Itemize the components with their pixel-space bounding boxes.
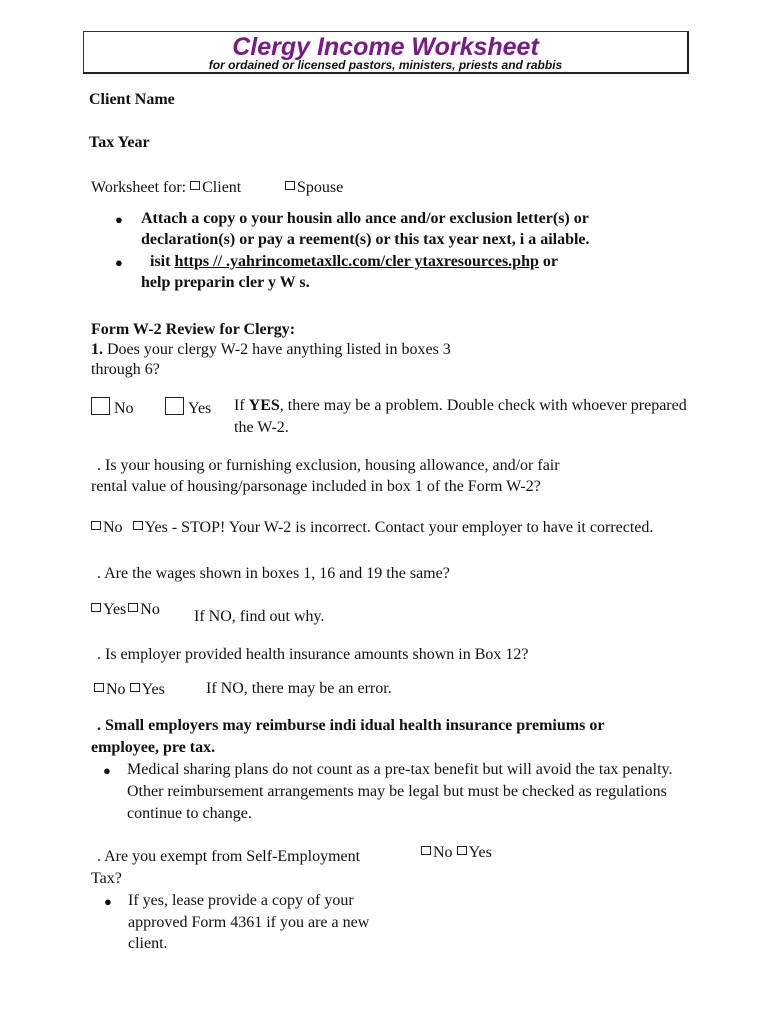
q3-line1: . Are the wages shown in boxes 1, 16 and 19 the same? bbox=[97, 565, 450, 582]
q6-bullet-line1: If yes, lease provide a copy of your bbox=[128, 892, 354, 909]
q6-yes-checkbox[interactable] bbox=[457, 846, 467, 855]
q1-no-option bbox=[91, 397, 134, 418]
q6-bullet-line3: client. bbox=[128, 935, 168, 952]
worksheet-for-row bbox=[91, 179, 241, 197]
q1-note-prefix: If bbox=[234, 397, 249, 414]
q4-yes-label: Yes bbox=[141, 681, 165, 698]
client-checkbox[interactable] bbox=[190, 181, 200, 190]
q4-note: If NO, there may be an error. bbox=[206, 680, 392, 697]
q3-yes-checkbox[interactable] bbox=[91, 603, 101, 612]
q2-no-checkbox[interactable] bbox=[91, 521, 101, 530]
q5-bullet-line2: Other reimbursement arrangements may be legal but must be checked as regulations bbox=[127, 783, 667, 800]
instruction-2-prefix: isit bbox=[150, 253, 175, 270]
q4-no-checkbox[interactable] bbox=[94, 683, 104, 692]
q2-no-label: No bbox=[103, 519, 123, 536]
q4-no-label: No bbox=[106, 681, 126, 698]
q3-no-label: No bbox=[140, 601, 160, 618]
spouse-option-label: Spouse bbox=[297, 179, 344, 196]
q1-note-line2: the W-2. bbox=[234, 419, 289, 436]
q1-text: Does your clergy W-2 have anything listed in boxes 3 bbox=[103, 341, 451, 358]
q1-note-line1 bbox=[234, 397, 687, 415]
spouse-option bbox=[285, 179, 343, 197]
q1-no-label: No bbox=[114, 400, 134, 417]
instruction-1-line2: declaration(s) or pay a reement(s) or this tax year next, i a ailable. bbox=[141, 231, 590, 248]
q6-options bbox=[421, 844, 492, 862]
q3-no-checkbox[interactable] bbox=[128, 603, 138, 612]
q5-line1: . Small employers may reimburse indi idual health insurance premiums or bbox=[97, 717, 605, 734]
q2-line1: . Is your housing or furnishing exclusion, housing allowance, and/or fair bbox=[97, 457, 560, 474]
bullet-icon: ● bbox=[115, 255, 123, 270]
q5-bullet-line1: Medical sharing plans do not count as a pre-tax benefit but will avoid the tax penalty. bbox=[127, 761, 673, 778]
bullet-icon: ● bbox=[115, 212, 123, 227]
q5-line2: employee, pre tax. bbox=[91, 739, 216, 756]
q1-no-checkbox[interactable] bbox=[91, 397, 110, 415]
q1-line2: through 6? bbox=[91, 361, 160, 378]
q6-yes-label: Yes bbox=[468, 844, 492, 861]
page-title: Clergy Income Worksheet bbox=[232, 33, 539, 61]
bullet-icon: ● bbox=[104, 894, 112, 909]
instruction-2-line1 bbox=[150, 253, 558, 271]
q3-options bbox=[91, 601, 160, 619]
q4-options bbox=[94, 681, 165, 699]
q1-note-bold: YES bbox=[248, 397, 280, 414]
tax-year-label: Tax Year bbox=[89, 134, 150, 151]
q1-number: 1. bbox=[91, 341, 103, 358]
q2-yes-checkbox[interactable] bbox=[133, 521, 143, 530]
instruction-2-line2: help preparin cler y W s. bbox=[141, 274, 310, 291]
q1-yes-label: Yes bbox=[188, 400, 212, 417]
w2-review-heading: Form W-2 Review for Clergy: bbox=[91, 321, 296, 338]
q6-no-checkbox[interactable] bbox=[421, 846, 431, 855]
instruction-1-line1: Attach a copy o your housin allo ance and/or exclusion letter(s) or bbox=[141, 210, 589, 227]
spouse-checkbox[interactable] bbox=[285, 181, 295, 190]
q3-note: If NO, find out why. bbox=[194, 608, 325, 625]
client-option-label: Client bbox=[202, 179, 242, 196]
q1-note-rest: , there may be a problem. Double check with whoever prepared bbox=[279, 397, 687, 414]
q2-line2: rental value of housing/parsonage included in box 1 of the Form W-2? bbox=[91, 478, 541, 495]
q6-no-label: No bbox=[433, 844, 453, 861]
q4-yes-checkbox[interactable] bbox=[130, 683, 140, 692]
worksheet-for-label: Worksheet for: bbox=[91, 179, 187, 196]
q2-options bbox=[91, 519, 653, 537]
q4-line1: . Is employer provided health insurance amounts shown in Box 12? bbox=[97, 646, 529, 663]
q2-yes-label: Yes - STOP! Your W-2 is incorrect. Contact your employer to have it corrected. bbox=[144, 519, 654, 536]
resources-link[interactable]: https // .yahrincometaxllc.com/cler ytaxresources.php bbox=[174, 253, 539, 270]
page-subtitle: for ordained or licensed pastors, ministers, priests and rabbis bbox=[208, 58, 563, 72]
client-name-label: Client Name bbox=[89, 91, 175, 108]
q6-bullet-line2: approved Form 4361 if you are a new bbox=[128, 914, 370, 931]
q6-line1: . Are you exempt from Self-Employment bbox=[97, 848, 361, 865]
title-box bbox=[83, 31, 689, 74]
q3-yes-label: Yes bbox=[103, 601, 127, 618]
q5-bullet-line3: continue to change. bbox=[127, 805, 252, 822]
q1-yes-option bbox=[165, 397, 211, 418]
bullet-icon: ● bbox=[103, 763, 111, 778]
q1-yes-checkbox[interactable] bbox=[165, 397, 184, 415]
q1-line1 bbox=[91, 341, 451, 359]
instruction-2-suffix: or bbox=[538, 253, 558, 270]
q6-line2: Tax? bbox=[91, 870, 122, 887]
